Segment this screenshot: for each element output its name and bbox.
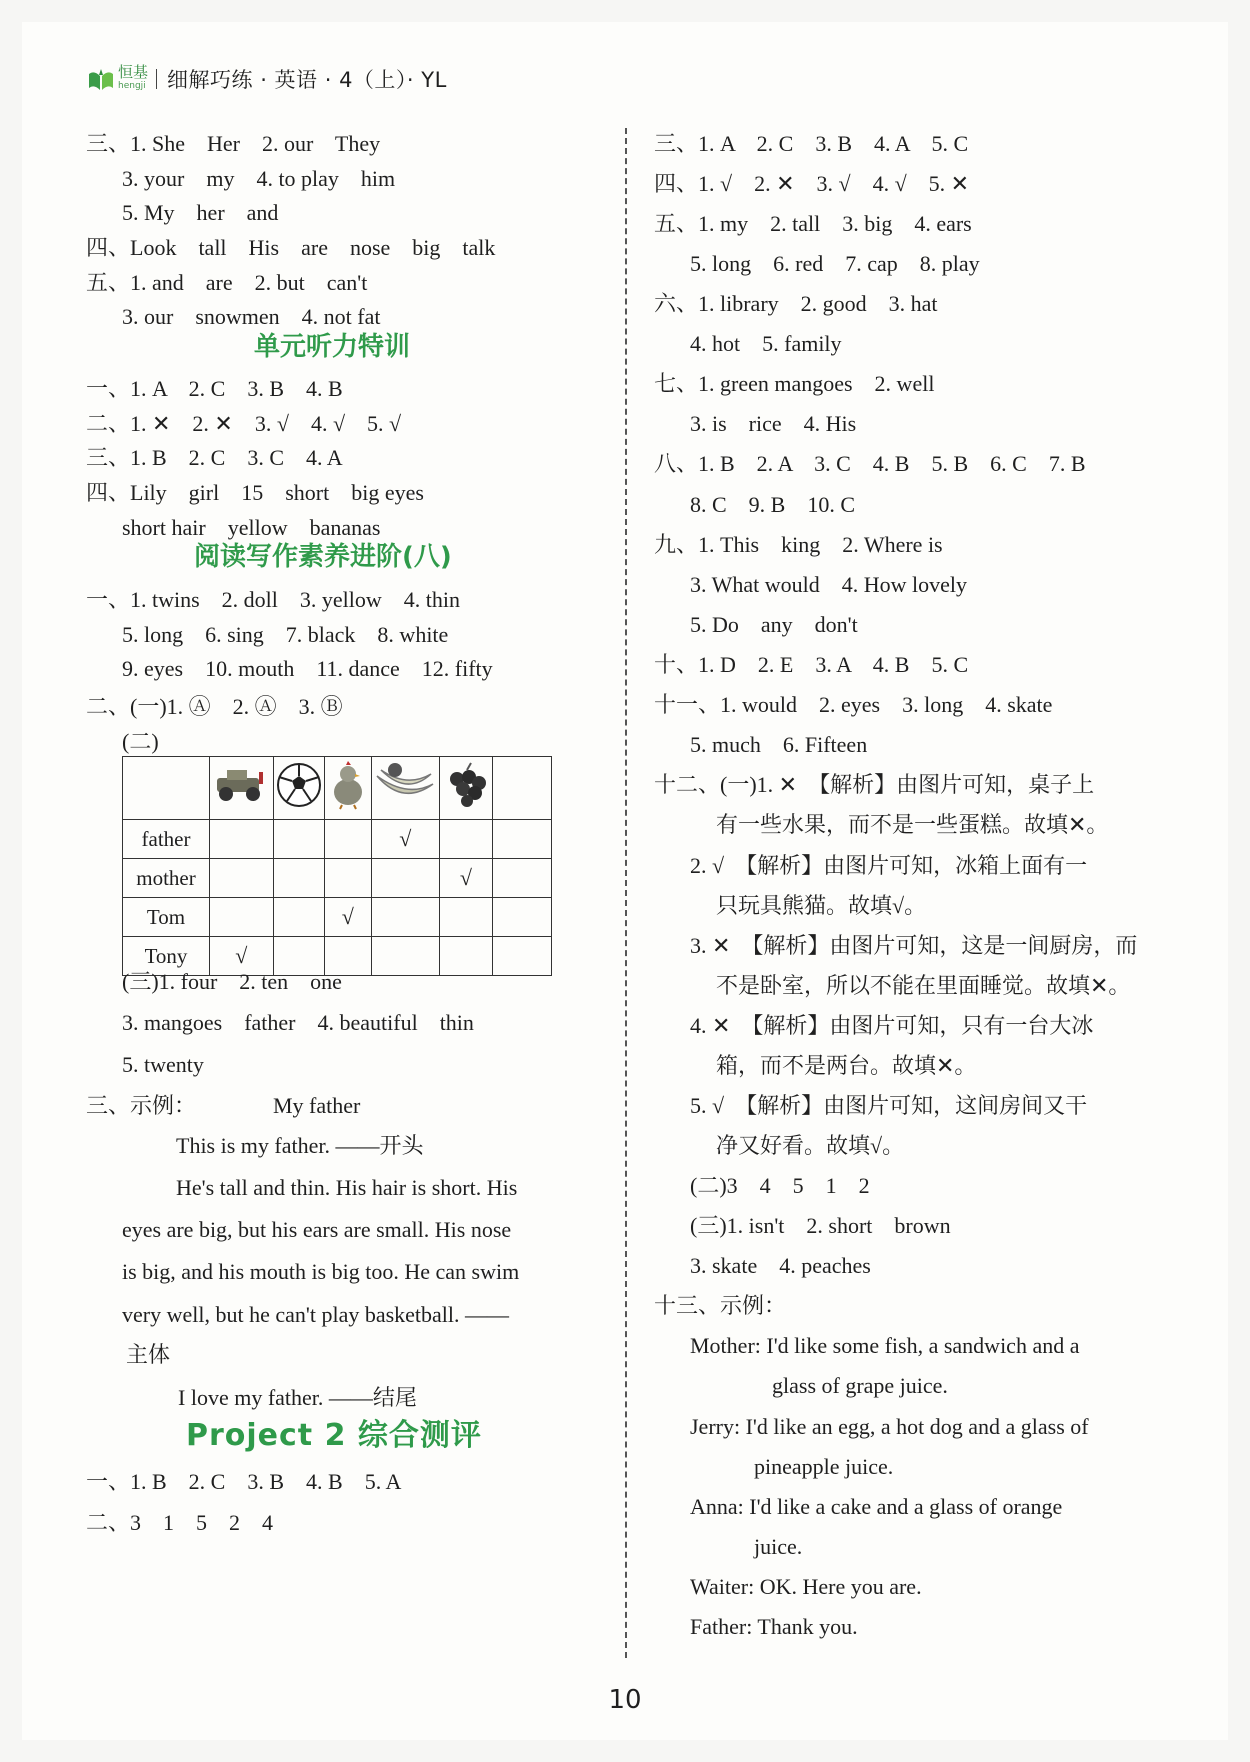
answer-line: 4. ✕ 【解析】由图片可知，只有一台大冰: [690, 1013, 1094, 1038]
answer-line: 3. ✕ 【解析】由图片可知，这是一间厨房，而: [690, 933, 1138, 958]
answer-line: 3. mangoes father 4. beautiful thin: [122, 1010, 474, 1035]
answer-line: juice.: [754, 1534, 803, 1559]
table-row: [123, 820, 552, 859]
answer-line: 3. your my 4. to play him: [122, 166, 396, 191]
table-cell: [273, 820, 324, 859]
answer-line: 三、1. A 2. C 3. B 4. A 5. C: [654, 131, 969, 156]
grapes-icon: [441, 761, 491, 809]
chicken-icon: [326, 760, 370, 810]
chicken-picture-cell: [324, 757, 371, 820]
table-row: [123, 898, 552, 937]
answer-line: glass of grape juice.: [772, 1373, 948, 1398]
table-cell: [439, 898, 492, 937]
answer-line: 3. What would 4. How lovely: [690, 572, 968, 597]
answer-line: 九、1. This king 2. Where is: [654, 532, 943, 557]
answer-line: 3. is rice 4. His: [690, 411, 857, 436]
answer-line: 只玩具熊猫。故填√。: [716, 893, 927, 918]
grapes-picture-cell: [439, 757, 492, 820]
ball-picture-cell: [273, 757, 324, 820]
header-separator: [156, 69, 157, 89]
table-cell: [439, 937, 492, 976]
table-cell: [493, 859, 552, 898]
table-cell: [210, 898, 274, 937]
answer-line: 5. long 6. sing 7. black 8. white: [122, 622, 449, 647]
page-number: 10: [608, 1685, 642, 1715]
table-cell: [273, 898, 324, 937]
answer-line: 有一些水果，而不是一些蛋糕。故填✕。: [716, 812, 1109, 837]
answer-line: 二、(一)1. Ⓐ 2. Ⓐ 3. Ⓑ: [86, 694, 343, 719]
answer-line: Father: Thank you.: [690, 1614, 858, 1639]
answer-line: This is my father. ——开头: [176, 1133, 424, 1158]
section-title-reading: 阅读写作素养进阶(八): [194, 542, 452, 572]
ball-icon: [275, 761, 323, 809]
answer-line: 三、示例： My father: [86, 1093, 361, 1118]
table-cell: [324, 820, 371, 859]
table-cell: [371, 937, 439, 976]
answer-line: I love my father. ——结尾: [178, 1385, 417, 1410]
car-icon: [211, 764, 271, 806]
answer-line: 5. √ 【解析】由图片可知，这间房间又干: [690, 1093, 1088, 1118]
answer-line: 四、1. √ 2. ✕ 3. √ 4. √ 5. ✕: [654, 171, 970, 196]
answer-line: 七、1. green mangoes 2. well: [654, 371, 935, 396]
table-cell: [493, 820, 552, 859]
table-cell: [371, 898, 439, 937]
answer-line: (三)1. four 2. ten one: [122, 969, 342, 994]
table-row: [123, 859, 552, 898]
table-cell: [439, 820, 492, 859]
answer-line: He's tall and thin. His hair is short. His: [176, 1175, 518, 1200]
answer-line: short hair yellow bananas: [122, 515, 381, 540]
answer-line: 4. hot 5. family: [690, 331, 842, 356]
answer-line: 四、Look tall His are nose big talk: [86, 235, 496, 260]
answer-line: 3. our snowmen 4. not fat: [122, 304, 381, 329]
brand-name: 恒基 hengji: [118, 63, 149, 91]
answer-line: 5. long 6. red 7. cap 8. play: [690, 251, 980, 276]
answer-line: 5. twenty: [122, 1052, 204, 1077]
answer-line: 八、1. B 2. A 3. C 4. B 5. B 6. C 7. B: [654, 451, 1086, 476]
table-cell: [210, 820, 274, 859]
answer-line: 一、1. twins 2. doll 3. yellow 4. thin: [86, 587, 461, 612]
table-cell: [493, 937, 552, 976]
answer-line: 箱，而不是两台。故填✕。: [716, 1053, 977, 1078]
answer-line: Jerry: I'd like an egg, a hot dog and a glass of: [690, 1414, 1089, 1439]
table-cell: √: [210, 937, 274, 976]
answer-line: 一、1. B 2. C 3. B 4. B 5. A: [86, 1469, 402, 1494]
answer-line: 5. much 6. Fifteen: [690, 732, 868, 757]
table-cell: [324, 859, 371, 898]
answer-line: (二): [122, 729, 159, 754]
answer-line: (三)1. isn't 2. short brown: [690, 1213, 951, 1238]
answer-line: 5. My her and: [122, 200, 279, 225]
answer-line: 十二、(一)1. ✕ 【解析】由图片可知，桌子上: [654, 772, 1095, 797]
empty-picture-cell: [493, 757, 552, 820]
answer-line: 主体: [126, 1342, 171, 1367]
answer-line: 十一、1. would 2. eyes 3. long 4. skate: [654, 692, 1053, 717]
answer-line: 四、Lily girl 15 short big eyes: [86, 480, 424, 505]
row-label: Tony: [123, 937, 210, 976]
answer-line: pineapple juice.: [754, 1454, 894, 1479]
row-label: father: [123, 820, 210, 859]
answer-line: 9. eyes 10. mouth 11. dance 12. fifty: [122, 656, 493, 681]
answer-line: 十三、示例：: [654, 1293, 787, 1318]
answer-line: Anna: I'd like a cake and a glass of orange: [690, 1494, 1063, 1519]
answer-line: 三、1. B 2. C 3. C 4. A: [86, 445, 343, 470]
answer-line: 十、1. D 2. E 3. A 4. B 5. C: [654, 652, 969, 677]
page-header: [86, 62, 447, 96]
table-cell: √: [371, 820, 439, 859]
answer-table: [122, 756, 552, 976]
car-picture-cell: [210, 757, 274, 820]
answer-line: 不是卧室，所以不能在里面睡觉。故填✕。: [716, 973, 1131, 998]
table-cell: [210, 859, 274, 898]
answer-line: 5. Do any don't: [690, 612, 858, 637]
book-title: 细解巧练 · 英语 · 4（上）· YL: [167, 68, 447, 92]
brand-logo: [86, 65, 148, 93]
answer-line: is big, and his mouth is big too. He can swim: [122, 1259, 520, 1284]
answer-line: 3. skate 4. peaches: [690, 1253, 871, 1278]
table-cell: [371, 859, 439, 898]
row-label: mother: [123, 859, 210, 898]
table-cell: √: [439, 859, 492, 898]
answer-line: Waiter: OK. Here you are.: [690, 1574, 922, 1599]
answer-line: 三、1. She Her 2. our They: [86, 131, 381, 156]
table-cell: √: [324, 898, 371, 937]
banana-icon: [373, 762, 437, 808]
book-leaf-icon: [86, 66, 116, 92]
answer-line: 五、1. my 2. tall 3. big 4. ears: [654, 211, 972, 236]
answer-line: very well, but he can't play basketball. ——: [122, 1302, 510, 1327]
section-title-listening: 单元听力特训: [254, 332, 411, 362]
answer-line: 一、1. A 2. C 3. B 4. B: [86, 376, 343, 401]
banana-picture-cell: [371, 757, 439, 820]
table-header-row: [123, 757, 552, 820]
answer-line: (二)3 4 5 1 2: [690, 1173, 870, 1198]
answer-line: eyes are big, but his ears are small. His nose: [122, 1217, 512, 1242]
answer-line: 六、1. library 2. good 3. hat: [654, 291, 938, 316]
answer-line: Mother: I'd like some fish, a sandwich and a: [690, 1333, 1080, 1358]
row-label: Tom: [123, 898, 210, 937]
table-cell: [273, 859, 324, 898]
answer-line: 2. √ 【解析】由图片可知，冰箱上面有一: [690, 853, 1088, 878]
section-title-project: Project 2 综合测评: [186, 1418, 482, 1453]
answer-line: 8. C 9. B 10. C: [690, 492, 856, 517]
table-corner-cell: [123, 757, 210, 820]
table-cell: [493, 898, 552, 937]
answer-line: 二、3 1 5 2 4: [86, 1510, 274, 1535]
answer-line: 二、1. ✕ 2. ✕ 3. √ 4. √ 5. √: [86, 411, 402, 436]
answer-line: 净又好看。故填√。: [716, 1133, 905, 1158]
answer-line: 五、1. and are 2. but can't: [86, 270, 368, 295]
column-divider: [625, 128, 627, 1658]
